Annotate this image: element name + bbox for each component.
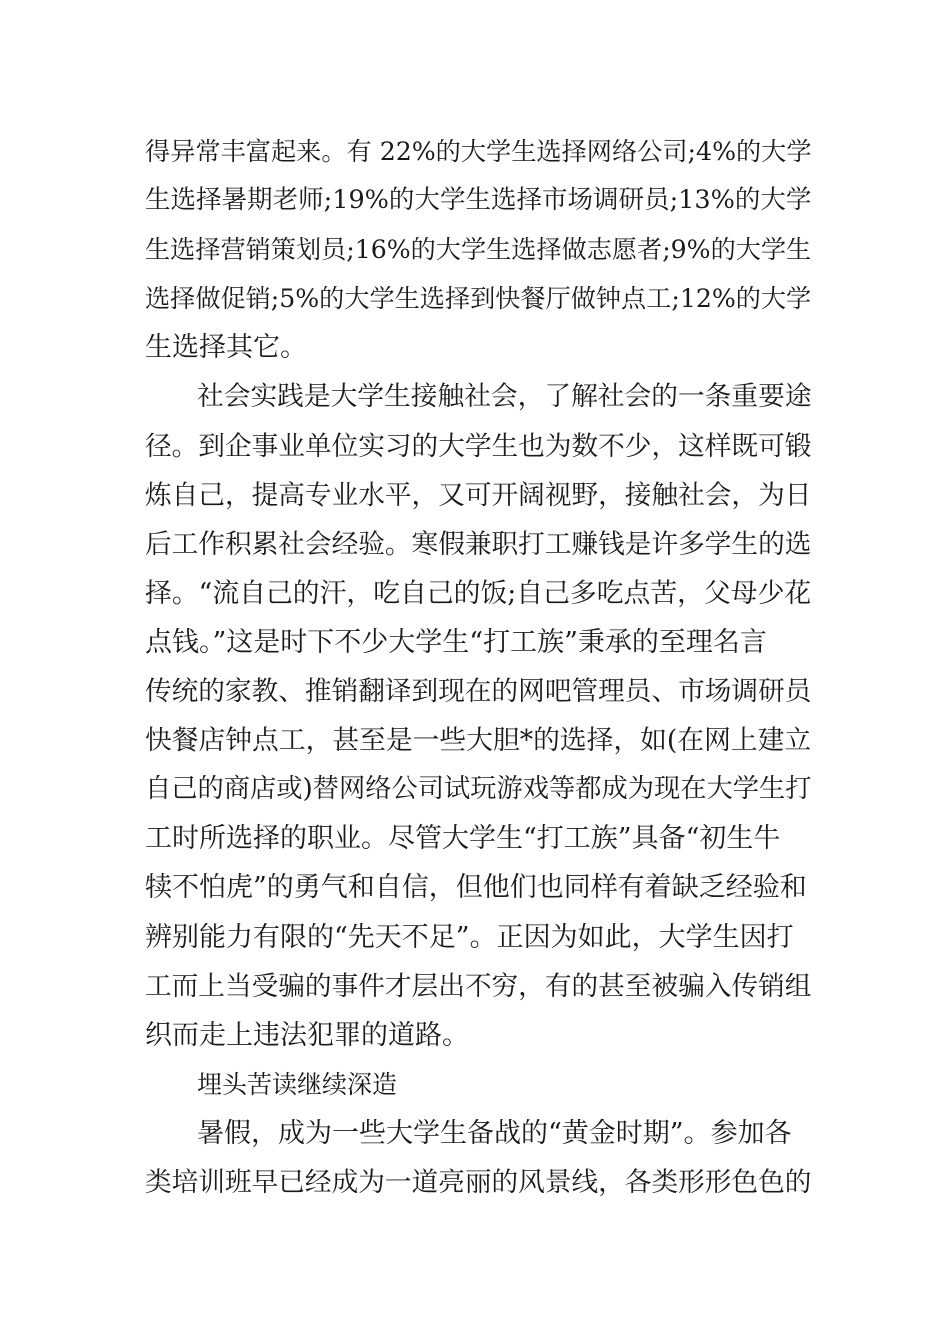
text-line: 快餐店钟点工，甚至是一些大胆*的选择，如(在网上建立 [145,725,812,757]
text-line: 生选择其它。 [145,332,307,364]
text-line: 自己的商店或)替网络公司试玩游戏等都成为现在大学生打 [145,774,812,805]
text-line: 织而走上违法犯罪的道路。 [145,1019,469,1051]
text-line: 犊不怕虎”的勇气和自信，但他们也同样有着缺乏经验和 [145,872,807,904]
section-heading: 埋头苦读继续深造 [197,1069,398,1099]
text-line: 辨别能力有限的“先天不足”。正因为如此，大学生因打 [145,921,794,953]
text-line: 后工作积累社会经验。寒假兼职打工赚钱是许多学生的选 [145,528,812,560]
text-line: 工时所选择的职业。尽管大学生“打工族”具备“初生牛 [145,823,781,855]
text-line: 传统的家教、推销翻译到现在的网吧管理员、市场调研员 [145,676,812,708]
text-line: 工而上当受骗的事件才层出不穷，有的甚至被骗入传销组 [145,970,812,1002]
text-line: 炼自己，提高专业水平，又可开阔视野，接触社会，为日 [145,479,812,511]
text-line: 得异常丰富起来。有 22%的大学生选择网络公司;4%的大学 [145,137,812,166]
paragraph-start-line: 暑假，成为一些大学生备战的“黄金时期”。参加各 [197,1117,792,1149]
document-body [145,127,815,1207]
text-line: 点钱。”这是时下不少大学生“打工族”秉承的至理名言 [145,626,767,658]
text-line: 生选择营销策划员;16%的大学生选择做志愿者;9%的大学生 [145,235,812,265]
text-line: 生选择暑期老师;19%的大学生选择市场调研员;13%的大学 [145,185,812,216]
text-line: 类培训班早已经成为一道亮丽的风景线，各类形形色色的 [145,1166,812,1198]
paragraph-start-line: 社会实践是大学生接触社会，了解社会的一条重要途 [197,381,812,413]
text-line: 选择做促销;5%的大学生选择到快餐厅做钟点工;12%的大学 [145,284,812,314]
text-line: 择。“流自己的汗，吃自己的饭;自己多吃点苦，父母少花 [145,577,812,609]
text-line: 径。到企事业单位实习的大学生也为数不少，这样既可锻 [145,430,812,462]
